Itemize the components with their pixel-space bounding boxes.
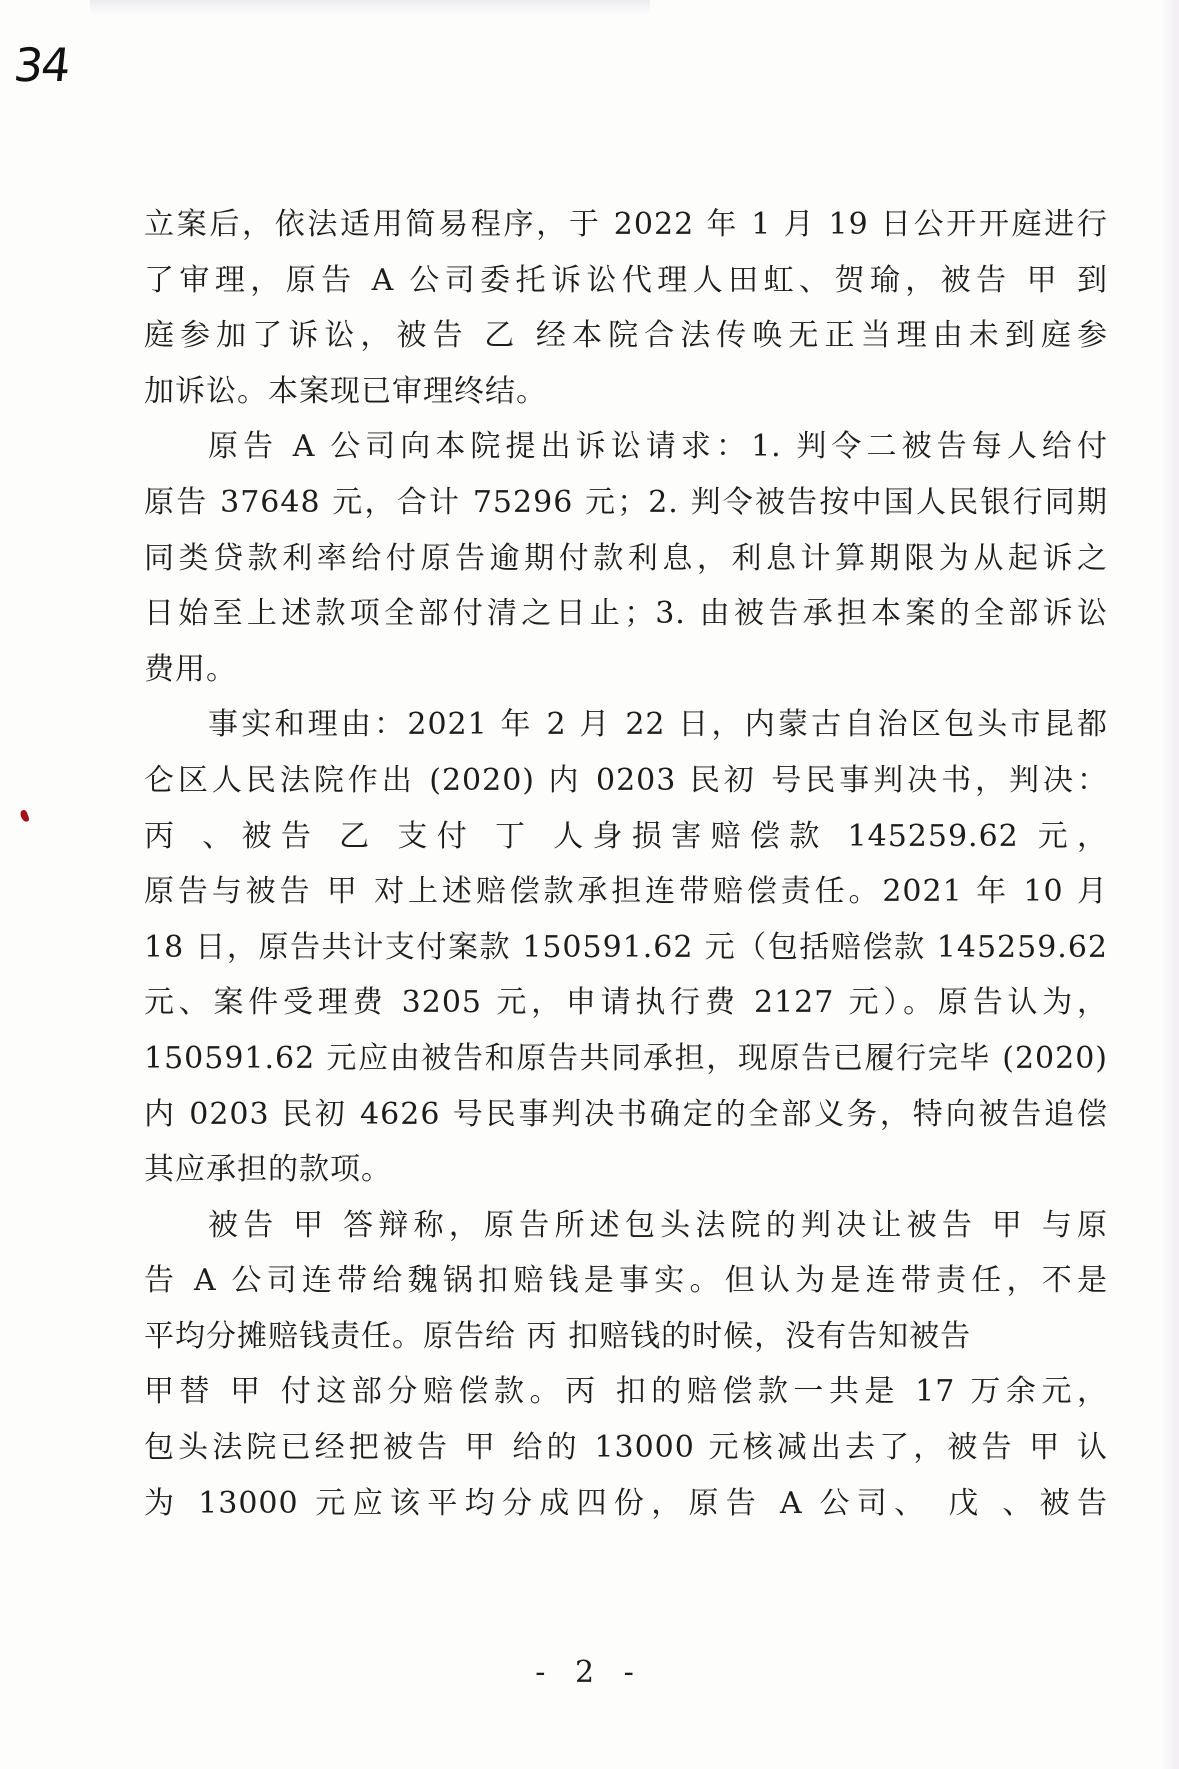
- text-line: 告 A 公司连带给魏锅扣赔钱是事实。但认为是连带责任，不是: [144, 1263, 1108, 1299]
- judgment-body-text: [144, 197, 1108, 1531]
- text-line: 了审理，原告 A 公司委托诉讼代理人田虹、贺瑜，被告 甲 到: [144, 262, 1108, 298]
- text-line: 内 0203 民初 4626 号民事判决书确定的全部义务，特向被告追偿: [144, 1096, 1108, 1132]
- text-line: 立案后，依法适用简易程序，于 2022 年 1 月 19 日公开开庭进行: [144, 207, 1108, 242]
- text-line: 平均分摊赔钱责任。原告给 丙 扣赔钱的时候，没有告知被告: [144, 1318, 972, 1354]
- text-line: 事实和理由：2021 年 2 月 22 日，内蒙古自治区包头市昆都: [208, 707, 1108, 743]
- text-line: 包头法院已经把被告 甲 给的 13000 元核减出去了，被告 甲 认: [144, 1430, 1108, 1466]
- red-ink-mark: [19, 809, 30, 823]
- handwritten-page-annotation: 34: [11, 38, 72, 92]
- scan-shadow-top: [90, 0, 650, 14]
- text-line: 150591.62 元应由被告和原告共同承担，现原告已履行完毕 (2020): [144, 1040, 1108, 1076]
- text-line: 被告 甲 答辩称，原告所述包头法院的判决让被告 甲 与原: [208, 1207, 1108, 1243]
- text-line: 原告 A 公司向本院提出诉讼请求：1. 判令二被告每人给付: [208, 429, 1108, 465]
- text-line: 甲替 甲 付这部分赔偿款。丙 扣的赔偿款一共是 17 万余元，: [144, 1374, 1108, 1410]
- text-line: 同类贷款利率给付原告逾期付款利息，利息计算期限为从起诉之: [144, 540, 1108, 576]
- scan-shadow-right: [1161, 0, 1179, 1769]
- text-line: 费用。: [144, 651, 237, 687]
- text-line: 原告与被告 甲 对上述赔偿款承担连带赔偿责任。2021 年 10 月: [144, 874, 1108, 910]
- text-line: 元、案件受理费 3205 元，申请执行费 2127 元）。原告认为，: [144, 985, 1108, 1021]
- text-line: 日始至上述款项全部付清之日止；3. 由被告承担本案的全部诉讼: [144, 596, 1108, 632]
- text-line: 庭参加了诉讼，被告 乙 经本院合法传唤无正当理由未到庭参: [144, 318, 1108, 354]
- text-line: 为 13000 元应该平均分成四份，原告 A 公司、 戊 、被告: [144, 1485, 1108, 1521]
- page-number: - 2 -: [535, 1655, 644, 1690]
- text-line: 其应承担的款项。: [144, 1152, 392, 1188]
- text-line: 仑区人民法院作出 (2020) 内 0203 民初 号民事判决书，判决：: [144, 762, 1108, 798]
- text-line: 原告 37648 元，合计 75296 元；2. 判令被告按中国人民银行同期: [144, 484, 1108, 520]
- text-line: 18 日，原告共计支付案款 150591.62 元（包括赔偿款 145259.62: [144, 929, 1108, 965]
- text-line: 加诉讼。本案现已审理终结。: [144, 373, 547, 409]
- text-line: 丙 、被告 乙 支付 丁 人身损害赔偿款 145259.62 元，: [144, 818, 1108, 854]
